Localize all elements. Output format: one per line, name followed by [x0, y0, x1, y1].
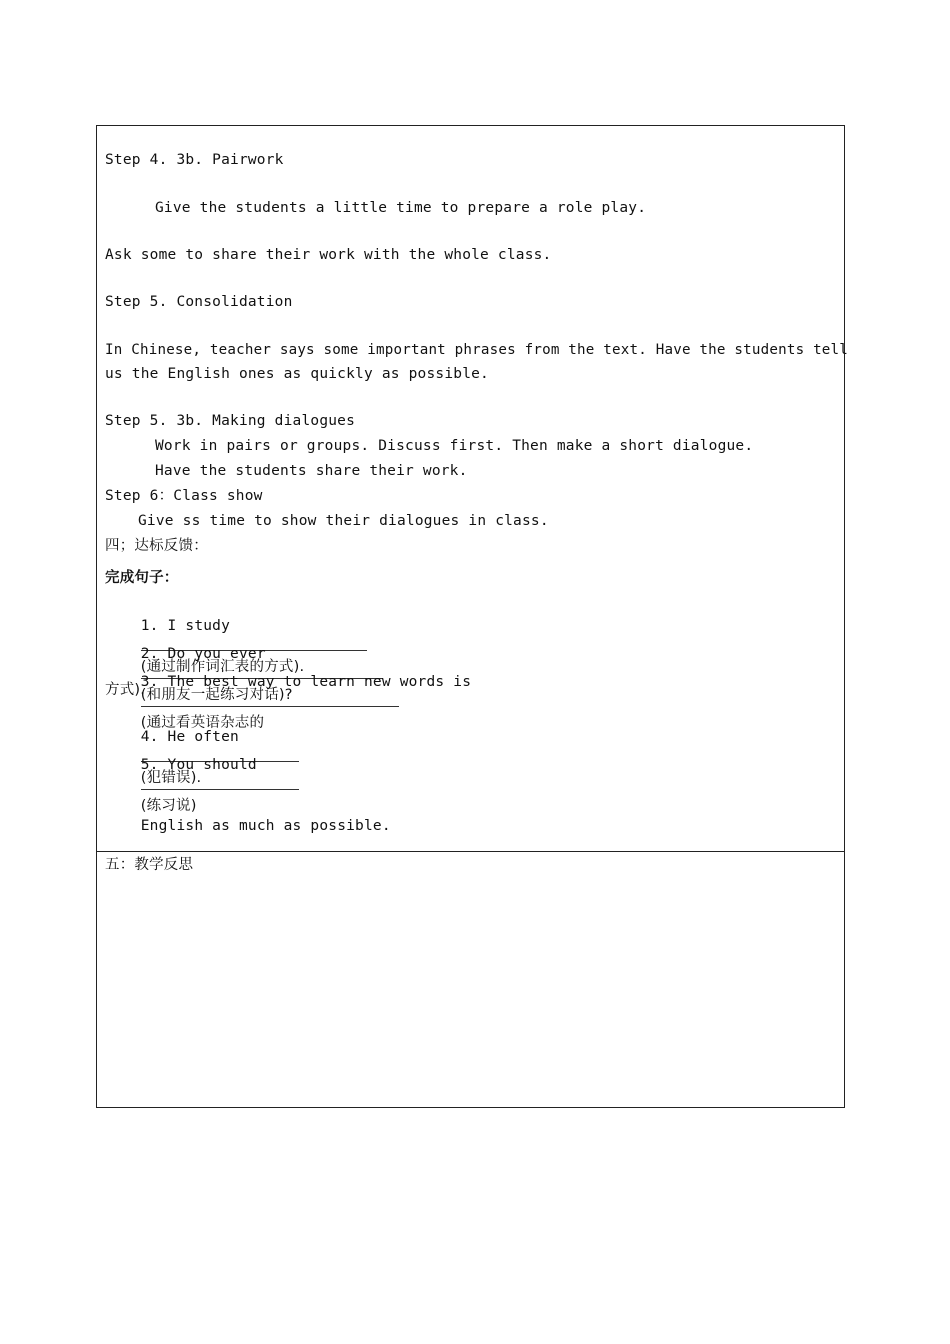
exercise-3-blank[interactable] [141, 692, 399, 707]
exercise-3-hint: (通过看英语杂志的 [140, 715, 265, 731]
exercise-4-prefix: 4. He often [140, 729, 239, 745]
step6-instruction: Give ss time to show their dialogues in class. [138, 513, 549, 529]
exercise-3-prefix: 3. The best way to learn new words is [140, 674, 472, 690]
step4-instruction-share: Ask some to share their work with the whole class. [105, 247, 552, 263]
section5-title: 五：教学反思 [105, 857, 194, 873]
exercise-heading: 完成句子： [105, 570, 179, 586]
exercise-1-hint: (通过制作词汇表的方式). [140, 659, 305, 675]
exercise-5-hint: (练习说) [140, 798, 197, 814]
step6-title: Step 6：Class show [105, 488, 263, 504]
exercise-3-continuation: 方式). [105, 682, 146, 698]
section4-title: 四；达标反馈： [105, 538, 208, 554]
step4-instruction: Give the students a little time to prepare a role play. [155, 200, 647, 216]
exercise-5-suffix: English as much as possible. [140, 818, 391, 834]
exercise-4-hint: (犯错误). [140, 770, 202, 786]
step5-instruction: In Chinese, teacher says some important phrases from the text. Have the students tell [105, 342, 849, 358]
step5b-instruction: Work in pairs or groups. Discuss first. Then make a short dialogue. [155, 438, 754, 454]
step5-title: Step 5. Consolidation [105, 294, 293, 310]
step5b-title: Step 5. 3b. Making dialogues [105, 413, 356, 429]
step5-instruction-cont: us the English ones as quickly as possible. [105, 366, 489, 382]
exercise-5-blank[interactable] [141, 775, 299, 790]
exercise-2-prefix: 2. Do you ever [140, 646, 266, 662]
step5b-instruction-share: Have the students share their work. [155, 463, 468, 479]
exercise-item-5 [105, 735, 391, 856]
exercise-2-hint: (和朋友一起练习对话)? [140, 687, 293, 703]
step4-title: Step 4. 3b. Pairwork [105, 152, 284, 168]
exercise-1-prefix: 1. I study [140, 618, 231, 634]
exercise-5-prefix: 5. You should [140, 757, 257, 773]
